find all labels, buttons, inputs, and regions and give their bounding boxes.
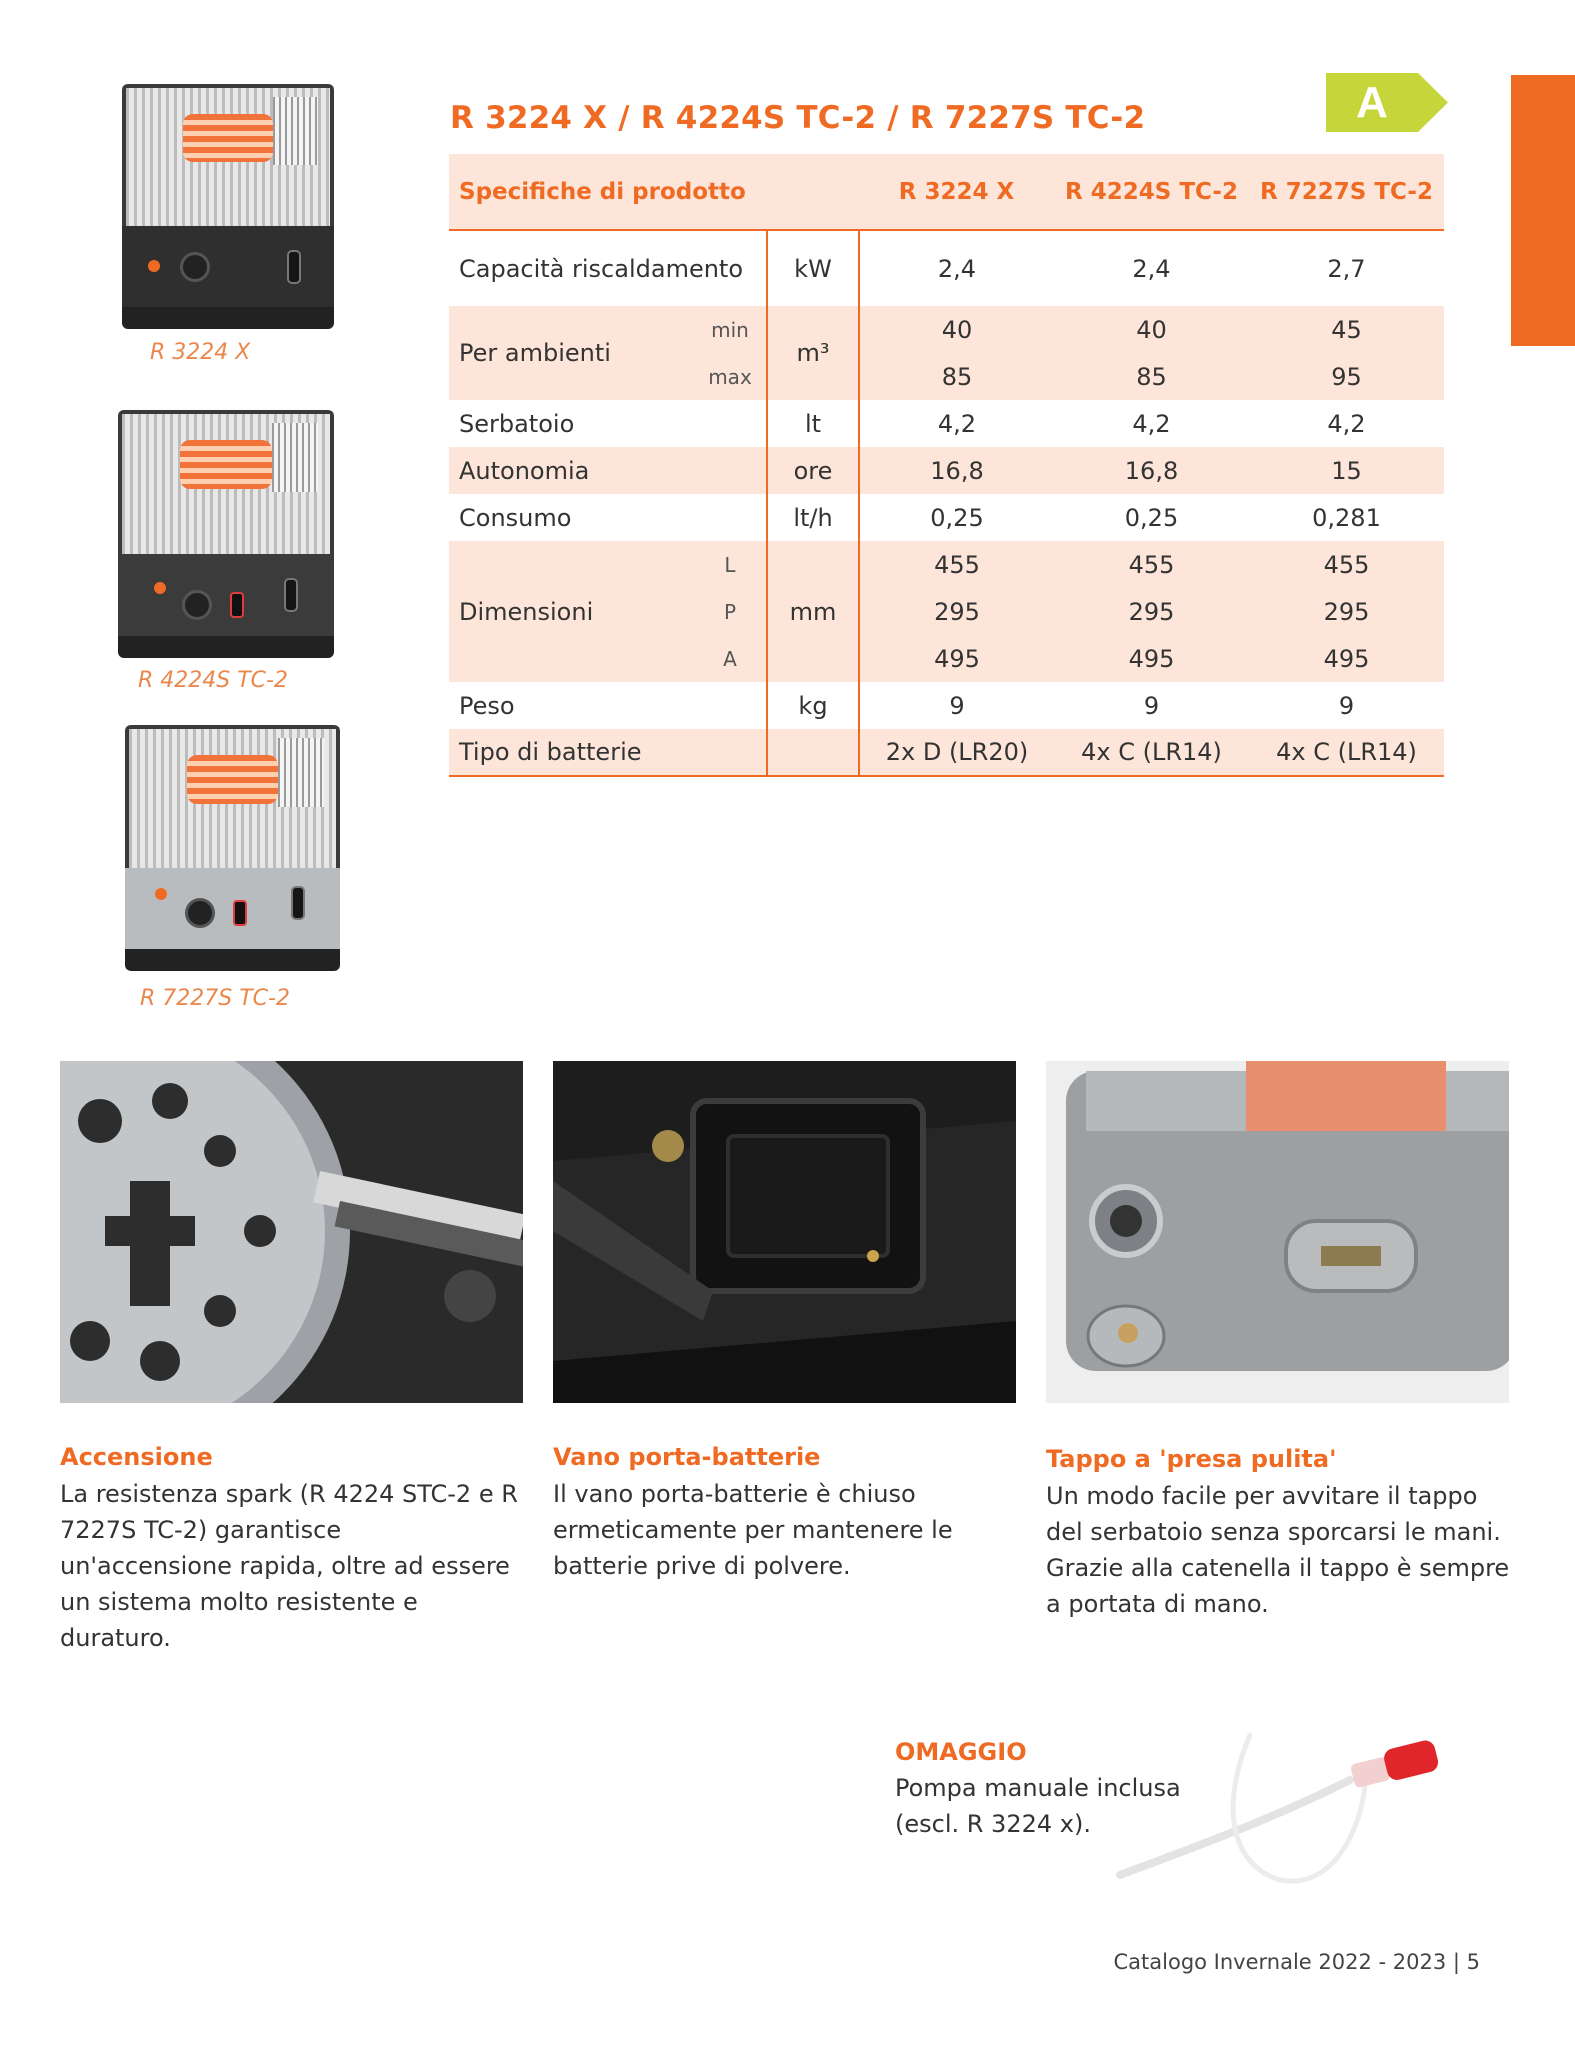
spec-value: 495 (1323, 644, 1370, 673)
spec-unit: ore (767, 447, 859, 494)
spec-unit: lt/h (767, 494, 859, 541)
product-image-r7227s (125, 725, 340, 971)
spec-value: 455 (1128, 550, 1175, 579)
spec-value: 2,7 (1327, 254, 1366, 283)
feature-title: Accensione (60, 1443, 213, 1471)
model-column-header: R 4224S TC-2 (1054, 154, 1249, 230)
spec-value: 495 (1128, 644, 1175, 673)
spec-unit: lt (767, 400, 859, 447)
product-image-r3224x (122, 84, 334, 329)
spec-value: 9 (1143, 691, 1160, 720)
spec-value: 2,4 (1132, 254, 1171, 283)
spec-label: Autonomia (459, 456, 590, 485)
spec-value: 15 (1331, 456, 1362, 485)
omaggio-title: OMAGGIO (895, 1738, 1027, 1766)
product-image-r4224s (118, 410, 334, 658)
spec-sublabel: min (711, 317, 749, 342)
spec-value: 455 (934, 550, 980, 579)
spec-sublabel: max (708, 364, 752, 389)
spec-value: 40 (1136, 315, 1167, 344)
spec-row-batterie (449, 729, 1444, 776)
feature-title: Tappo a 'presa pulita' (1046, 1445, 1337, 1473)
page-title: R 3224 X / R 4224S TC-2 / R 7227S TC-2 (450, 100, 1146, 136)
spec-unit: m³ (767, 306, 859, 400)
spec-header-label: Specifiche di prodotto (449, 154, 859, 230)
spec-unit: mm (767, 541, 859, 682)
model-column-header: R 3224 X (859, 154, 1054, 230)
photo-accensione (60, 1061, 523, 1403)
spec-sublabel: P (723, 599, 737, 624)
spec-value: 16,8 (1124, 456, 1179, 485)
energy-class-badge (1326, 73, 1448, 132)
spec-value: 9 (1338, 691, 1355, 720)
spec-label: Capacità riscaldamento (459, 254, 744, 283)
feature-text: Il vano porta-batterie è chiuso ermeticamente per mantenere le batterie prive di polvere. (553, 1480, 953, 1580)
spec-label: Consumo (459, 503, 572, 532)
spec-value: 4,2 (1132, 409, 1171, 438)
spec-value: 495 (934, 644, 980, 673)
spec-value: 0,25 (930, 503, 984, 532)
feature-title: Vano porta-batterie (553, 1443, 821, 1471)
model-column-header: R 7227S TC-2 (1249, 154, 1444, 230)
spec-row-capacita (449, 230, 1444, 306)
spec-unit: kg (767, 682, 859, 729)
spec-value: 4,2 (1327, 409, 1366, 438)
spec-value: 295 (1128, 597, 1175, 626)
spec-row-autonomia (449, 447, 1444, 494)
feature-text: La resistenza spark (R 4224 STC-2 e R 7227S TC-2) garantisce un'accensione rapida, oltre ad essere un sistema molto resistente e duraturo. (60, 1480, 518, 1652)
spec-row-dimensioni-l (449, 541, 1444, 588)
spec-value: 4x C (LR14) (1054, 729, 1249, 776)
spec-value: 295 (1323, 597, 1370, 626)
spec-value: 2x D (LR20) (859, 729, 1054, 776)
photo-tappo (1046, 1061, 1509, 1403)
spec-unit: kW (767, 230, 859, 306)
product-label: R 3224 X (150, 340, 251, 365)
spec-row-ambienti-min (449, 306, 1444, 353)
product-label: R 7227S TC-2 (140, 986, 290, 1011)
page-footer: Catalogo Invernale 2022 - 2023 | 5 (1113, 1950, 1480, 1974)
spec-value: 40 (941, 315, 973, 344)
product-label: R 4224S TC-2 (138, 668, 288, 693)
spec-row-consumo (449, 494, 1444, 541)
spec-value: 95 (1331, 362, 1362, 391)
spec-table (449, 154, 1444, 777)
spec-value: 455 (1323, 550, 1370, 579)
spec-value: 45 (1331, 315, 1362, 344)
spec-label: Per ambienti (459, 339, 611, 367)
spec-row-peso (449, 682, 1444, 729)
photo-vano-batterie (553, 1061, 1016, 1403)
spec-value: 0,281 (1312, 503, 1381, 532)
side-accent-tab (1511, 75, 1575, 346)
spec-value: 85 (1136, 362, 1167, 391)
spec-unit (767, 729, 859, 776)
spec-row-serbatoio (449, 400, 1444, 447)
spec-label: Dimensioni (459, 597, 594, 626)
energy-class-letter: A (1356, 78, 1388, 127)
spec-value: 4,2 (937, 409, 977, 438)
spec-label: Peso (459, 691, 515, 720)
spec-value: 0,25 (1124, 503, 1179, 532)
spec-label: Serbatoio (459, 409, 575, 438)
feature-text: Un modo facile per avvitare il tappo del serbatoio senza sporcarsi le mani. Grazie alla catenella il tappo è sempre a portata di mano. (1046, 1482, 1510, 1618)
spec-table-header (449, 154, 1444, 230)
spec-value: 2,4 (937, 254, 977, 283)
hand-pump-image (1110, 1725, 1490, 1895)
spec-value: 85 (941, 362, 973, 391)
spec-value: 4x C (LR14) (1249, 729, 1444, 776)
spec-value: 9 (949, 691, 965, 720)
spec-value: 16,8 (930, 456, 984, 485)
spec-sublabel: A (723, 646, 737, 671)
spec-value: 295 (934, 597, 980, 626)
omaggio-text: Pompa manuale inclusa (escl. R 3224 x). (895, 1774, 1181, 1838)
spec-label: Tipo di batterie (449, 729, 767, 776)
spec-sublabel: L (724, 552, 736, 577)
